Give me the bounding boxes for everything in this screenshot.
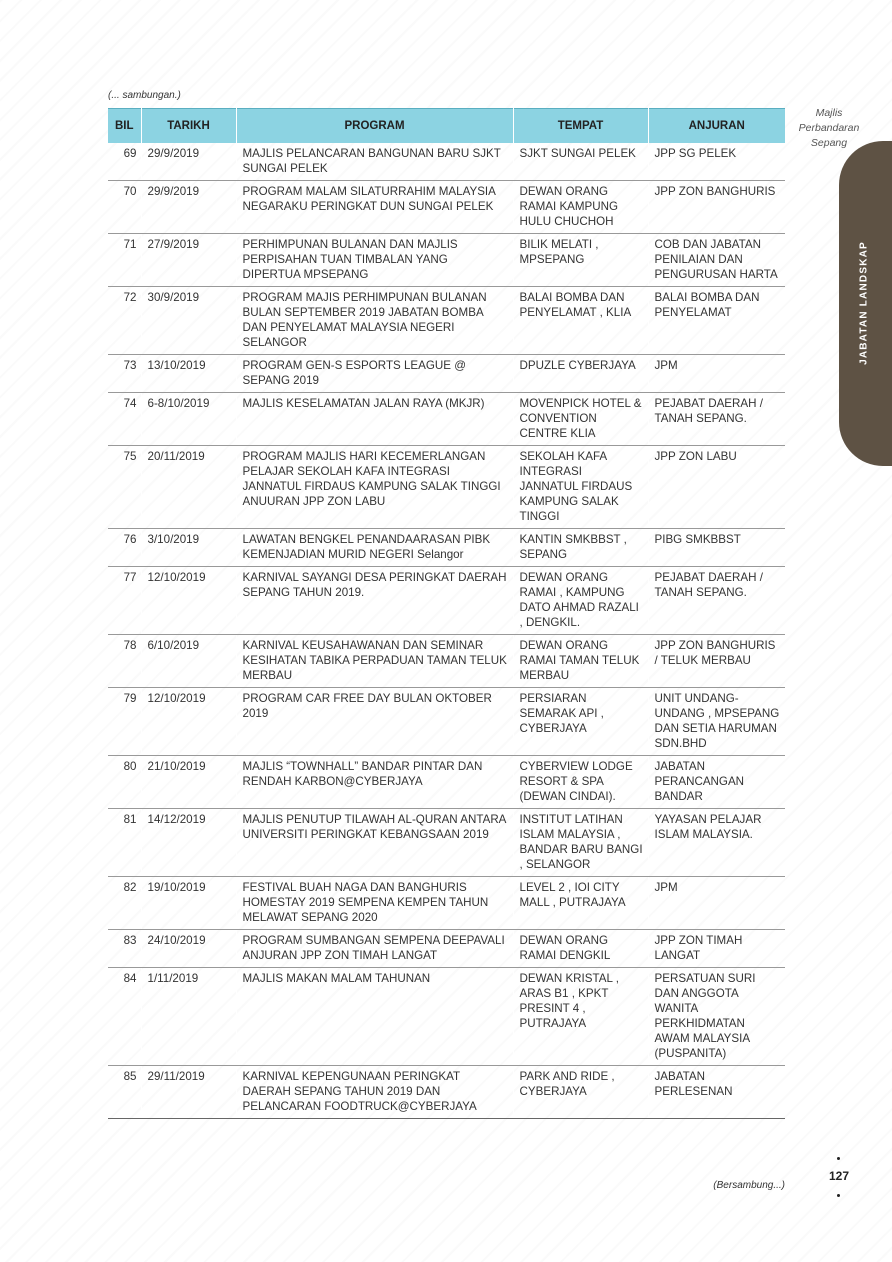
table-row: [108, 355, 785, 393]
cell-anjuran: BALAI BOMBA DAN PENYELAMAT: [648, 287, 785, 355]
table-row: [108, 1066, 785, 1119]
table-row: [108, 143, 785, 181]
cell-anjuran: JPP ZON LABU: [648, 446, 785, 529]
org-name: [784, 106, 874, 151]
cell-program: LAWATAN BENGKEL PENANDAARASAN PIBK KEMENJADIAN MURID NEGERI Selangor: [236, 529, 513, 567]
cell-program: KARNIVAL SAYANGI DESA PERINGKAT DAERAH SEPANG TAHUN 2019.: [236, 567, 513, 635]
cell-anjuran: YAYASAN PELAJAR ISLAM MALAYSIA.: [648, 809, 785, 877]
cell-tarikh: 6/10/2019: [141, 635, 236, 688]
cell-tarikh: 20/11/2019: [141, 446, 236, 529]
continued-note-bottom: (Bersambung...): [713, 1180, 785, 1191]
table-row: [108, 688, 785, 756]
events-table: [108, 108, 785, 1119]
cell-tempat: BALAI BOMBA DAN PENYELAMAT , KLIA: [513, 287, 648, 355]
cell-program: FESTIVAL BUAH NAGA DAN BANGHURIS HOMESTAY 2019 SEMPENA KEMPEN TAHUN MELAWAT SEPANG 2020: [236, 877, 513, 930]
cell-tarikh: 27/9/2019: [141, 234, 236, 287]
cell-bil: 73: [108, 355, 141, 393]
org-name-line-2: Perbandaran: [798, 122, 860, 134]
header-program: PROGRAM: [236, 109, 513, 144]
cell-tempat: DEWAN ORANG RAMAI , KAMPUNG DATO AHMAD RAZALI , DENGKIL.: [513, 567, 648, 635]
cell-program: MAJLIS MAKAN MALAM TAHUNAN: [236, 968, 513, 1066]
cell-bil: 72: [108, 287, 141, 355]
cell-program: PROGRAM CAR FREE DAY BULAN OKTOBER 2019: [236, 688, 513, 756]
cell-anjuran: JPP SG PELEK: [648, 143, 785, 181]
cell-program: PERHIMPUNAN BULANAN DAN MAJLIS PERPISAHAN TUAN TIMBALAN YANG DIPERTUA MPSEPANG: [236, 234, 513, 287]
org-name-line-3: Sepang: [810, 137, 848, 149]
continued-note-top: (... sambungan.): [108, 90, 181, 101]
table-row: [108, 930, 785, 968]
cell-tarikh: 12/10/2019: [141, 688, 236, 756]
cell-program: MAJLIS PELANCARAN BANGUNAN BARU SJKT SUNGAI PELEK: [236, 143, 513, 181]
page-number: 127: [828, 1169, 850, 1183]
header-anjuran: ANJURAN: [648, 109, 785, 144]
cell-program: KARNIVAL KEUSAHAWANAN DAN SEMINAR KESIHATAN TABIKA PERPADUAN TAMAN TELUK MERBAU: [236, 635, 513, 688]
cell-program: MAJLIS KESELAMATAN JALAN RAYA (MKJR): [236, 393, 513, 446]
page-number-dot-top: [837, 1157, 840, 1160]
cell-tarikh: 13/10/2019: [141, 355, 236, 393]
cell-anjuran: JPP ZON BANGHURIS / TELUK MERBAU: [648, 635, 785, 688]
cell-tarikh: 29/9/2019: [141, 143, 236, 181]
cell-bil: 76: [108, 529, 141, 567]
cell-anjuran: PEJABAT DAERAH / TANAH SEPANG.: [648, 393, 785, 446]
table-row: [108, 446, 785, 529]
cell-anjuran: JPM: [648, 355, 785, 393]
cell-anjuran: JPP ZON TIMAH LANGAT: [648, 930, 785, 968]
cell-anjuran: JPM: [648, 877, 785, 930]
cell-program: KARNIVAL KEPENGUNAAN PERINGKAT DAERAH SEPANG TAHUN 2019 DAN PELANCARAN FOODTRUCK@CYBERJAYA: [236, 1066, 513, 1119]
cell-bil: 83: [108, 930, 141, 968]
cell-tempat: DEWAN ORANG RAMAI KAMPUNG HULU CHUCHOH: [513, 181, 648, 234]
cell-bil: 79: [108, 688, 141, 756]
cell-bil: 71: [108, 234, 141, 287]
cell-anjuran: JPP ZON BANGHURIS: [648, 181, 785, 234]
table-row: [108, 877, 785, 930]
header-tarikh: TARIKH: [141, 109, 236, 144]
cell-tempat: MOVENPICK HOTEL & CONVENTION CENTRE KLIA: [513, 393, 648, 446]
cell-tempat: PERSIARAN SEMARAK API , CYBERJAYA: [513, 688, 648, 756]
cell-tempat: DPUZLE CYBERJAYA: [513, 355, 648, 393]
cell-program: PROGRAM MAJLIS HARI KECEMERLANGAN PELAJAR SEKOLAH KAFA INTEGRASI JANNATUL FIRDAUS KAMPUNG SALAK TINGGI ANUURAN JPP ZON LABU: [236, 446, 513, 529]
cell-bil: 85: [108, 1066, 141, 1119]
department-label: JABATAN LANDSKAP: [858, 241, 870, 365]
table-row: [108, 968, 785, 1066]
cell-program: PROGRAM GEN-S ESPORTS LEAGUE @ SEPANG 2019: [236, 355, 513, 393]
cell-tarikh: 30/9/2019: [141, 287, 236, 355]
table-row: [108, 756, 785, 809]
page-number-dot-bottom: [837, 1194, 840, 1197]
cell-tempat: SEKOLAH KAFA INTEGRASI JANNATUL FIRDAUS KAMPUNG SALAK TINGGI: [513, 446, 648, 529]
cell-bil: 77: [108, 567, 141, 635]
cell-tarikh: 21/10/2019: [141, 756, 236, 809]
cell-tempat: KANTIN SMKBBST , SEPANG: [513, 529, 648, 567]
table-row: [108, 809, 785, 877]
cell-tempat: CYBERVIEW LODGE RESORT & SPA (DEWAN CINDAI).: [513, 756, 648, 809]
cell-program: MAJLIS “TOWNHALL” BANDAR PINTAR DAN RENDAH KARBON@CYBERJAYA: [236, 756, 513, 809]
cell-tempat: DEWAN ORANG RAMAI TAMAN TELUK MERBAU: [513, 635, 648, 688]
cell-anjuran: JABATAN PERLESENAN: [648, 1066, 785, 1119]
cell-program: PROGRAM MAJIS PERHIMPUNAN BULANAN BULAN SEPTEMBER 2019 JABATAN BOMBA DAN PENYELAMAT MALAYSIA NEGERI SELANGOR: [236, 287, 513, 355]
org-name-line-1: Majlis: [815, 107, 843, 119]
cell-tarikh: 24/10/2019: [141, 930, 236, 968]
cell-bil: 82: [108, 877, 141, 930]
cell-bil: 84: [108, 968, 141, 1066]
cell-tempat: PARK AND RIDE , CYBERJAYA: [513, 1066, 648, 1119]
cell-tarikh: 14/12/2019: [141, 809, 236, 877]
cell-program: PROGRAM MALAM SILATURRAHIM MALAYSIA NEGARAKU PERINGKAT DUN SUNGAI PELEK: [236, 181, 513, 234]
cell-tarikh: 12/10/2019: [141, 567, 236, 635]
cell-tempat: LEVEL 2 , IOI CITY MALL , PUTRAJAYA: [513, 877, 648, 930]
cell-program: MAJLIS PENUTUP TILAWAH AL-QURAN ANTARA UNIVERSITI PERINGKAT KEBANGSAAN 2019: [236, 809, 513, 877]
cell-bil: 78: [108, 635, 141, 688]
table-body: [108, 143, 785, 1119]
department-side-tab: [839, 141, 892, 466]
cell-bil: 81: [108, 809, 141, 877]
table-row: [108, 393, 785, 446]
cell-tempat: DEWAN ORANG RAMAI DENGKIL: [513, 930, 648, 968]
cell-bil: 69: [108, 143, 141, 181]
cell-anjuran: UNIT UNDANG-UNDANG , MPSEPANG DAN SETIA HARUMAN SDN.BHD: [648, 688, 785, 756]
cell-tempat: DEWAN KRISTAL , ARAS B1 , KPKT PRESINT 4 , PUTRAJAYA: [513, 968, 648, 1066]
table-row: [108, 234, 785, 287]
cell-tarikh: 19/10/2019: [141, 877, 236, 930]
cell-anjuran: PERSATUAN SURI DAN ANGGOTA WANITA PERKHIDMATAN AWAM MALAYSIA (PUSPANITA): [648, 968, 785, 1066]
table-header-row: [108, 109, 785, 144]
cell-program: PROGRAM SUMBANGAN SEMPENA DEEPAVALI ANJURAN JPP ZON TIMAH LANGAT: [236, 930, 513, 968]
cell-tempat: BILIK MELATI , MPSEPANG: [513, 234, 648, 287]
cell-tarikh: 29/9/2019: [141, 181, 236, 234]
cell-anjuran: PIBG SMKBBST: [648, 529, 785, 567]
cell-tempat: SJKT SUNGAI PELEK: [513, 143, 648, 181]
cell-bil: 75: [108, 446, 141, 529]
table-row: [108, 567, 785, 635]
cell-tarikh: 29/11/2019: [141, 1066, 236, 1119]
header-tempat: TEMPAT: [513, 109, 648, 144]
table-row: [108, 635, 785, 688]
cell-tempat: INSTITUT LATIHAN ISLAM MALAYSIA , BANDAR BARU BANGI , SELANGOR: [513, 809, 648, 877]
table-row: [108, 529, 785, 567]
cell-tarikh: 1/11/2019: [141, 968, 236, 1066]
cell-bil: 74: [108, 393, 141, 446]
cell-anjuran: PEJABAT DAERAH / TANAH SEPANG.: [648, 567, 785, 635]
cell-bil: 70: [108, 181, 141, 234]
table-row: [108, 181, 785, 234]
cell-bil: 80: [108, 756, 141, 809]
cell-anjuran: COB DAN JABATAN PENILAIAN DAN PENGURUSAN HARTA: [648, 234, 785, 287]
cell-tarikh: 6-8/10/2019: [141, 393, 236, 446]
header-bil: BIL: [108, 109, 141, 144]
cell-anjuran: JABATAN PERANCANGAN BANDAR: [648, 756, 785, 809]
cell-tarikh: 3/10/2019: [141, 529, 236, 567]
table-row: [108, 287, 785, 355]
